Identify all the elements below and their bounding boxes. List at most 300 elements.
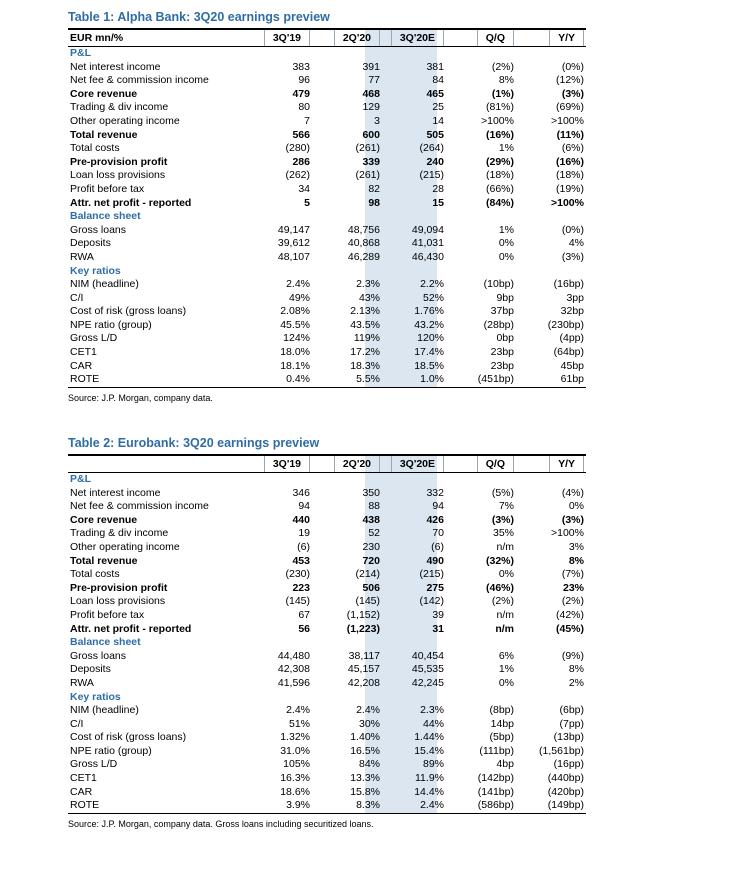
table-cell: 18.0% <box>280 346 310 359</box>
row-label: CET1 <box>70 772 97 785</box>
table-cell: n/m <box>496 608 514 621</box>
row-label: CAR <box>70 785 93 798</box>
table-cell: 45,535 <box>411 663 444 676</box>
table-cell: (2%) <box>561 595 584 608</box>
table-cell: (440bp) <box>547 772 584 785</box>
table-title: Table 2: Eurobank: 3Q20 earnings preview <box>68 436 320 450</box>
table-cell: 84 <box>432 74 444 87</box>
table-cell: 31 <box>432 622 444 635</box>
table-cell: 41,596 <box>277 676 310 689</box>
row-label: Core revenue <box>70 87 138 100</box>
table-cell: 506 <box>362 581 380 594</box>
table-cell: >100% <box>551 196 584 209</box>
table-cell: 14.4% <box>414 785 444 798</box>
table-cell: 8% <box>568 554 584 567</box>
table-cell: (214) <box>355 568 380 581</box>
table-row <box>68 142 586 156</box>
table-cell: 45bp <box>560 359 584 372</box>
row-label: Total costs <box>70 568 120 581</box>
row-label: C/I <box>70 291 84 304</box>
table-cell: 46,289 <box>347 250 380 263</box>
table-cell: 1.0% <box>420 373 444 386</box>
table-cell: 0% <box>498 676 514 689</box>
table-cell: 0% <box>568 500 584 513</box>
table-cell: 350 <box>362 486 380 499</box>
table-cell: (261) <box>355 169 380 182</box>
table-cell: 5 <box>304 196 310 209</box>
row-label: ROTE <box>70 799 100 812</box>
table-cell: (142bp) <box>477 772 514 785</box>
table-cell: 18.6% <box>280 785 310 798</box>
header-label: Y/Y <box>549 30 584 46</box>
table-cell: 119% <box>353 332 380 345</box>
table-cell: (18%) <box>555 169 584 182</box>
table-cell: 383 <box>292 60 310 73</box>
table-row <box>68 292 586 306</box>
table-cell: (586bp) <box>477 799 514 812</box>
table-row <box>68 197 586 211</box>
table-cell: (9%) <box>561 649 584 662</box>
row-label: Cost of risk (gross loans) <box>70 731 187 744</box>
table-row <box>68 514 586 528</box>
table-cell: 8% <box>498 74 514 87</box>
header-cell <box>444 456 514 472</box>
table-cell: (12%) <box>555 74 584 87</box>
table-cell: 37bp <box>490 305 514 318</box>
earnings-table <box>68 28 586 388</box>
table-cell: 0bp <box>496 332 514 345</box>
table-cell: 2% <box>568 676 584 689</box>
table-cell: 42,308 <box>277 663 310 676</box>
table-cell: (16%) <box>485 128 514 141</box>
table-row <box>68 799 586 813</box>
table-cell: (4%) <box>561 486 584 499</box>
table-row <box>68 319 586 333</box>
table-cell: 2.4% <box>420 799 444 812</box>
table-row <box>68 346 586 360</box>
table-cell: 52% <box>422 291 444 304</box>
table-cell: (145) <box>285 595 310 608</box>
table-cell: 67 <box>298 608 310 621</box>
alpha-bank-table-block <box>68 8 586 404</box>
table-cell: (3%) <box>561 87 584 100</box>
table-cell: 14bp <box>490 717 514 730</box>
table-cell: 1.44% <box>414 731 444 744</box>
table-cell: 391 <box>362 60 380 73</box>
table-cell: 28 <box>432 182 444 195</box>
row-label: NPE ratio (group) <box>70 744 152 757</box>
table-cell: (3%) <box>561 250 584 263</box>
table-cell: (11%) <box>556 128 584 141</box>
table-cell: 14 <box>432 114 444 127</box>
table-cell: 339 <box>362 155 380 168</box>
table-cell: 51% <box>288 717 310 730</box>
table-cell: 0% <box>498 568 514 581</box>
table-cell: (230) <box>285 568 310 581</box>
table-cell: 39 <box>432 608 444 621</box>
section-row <box>68 210 586 224</box>
table-cell: 94 <box>298 500 310 513</box>
table-cell: 89% <box>422 758 444 771</box>
row-label: RWA <box>70 250 94 263</box>
table-cell: (16bp) <box>553 278 584 291</box>
table-cell: 240 <box>426 155 444 168</box>
row-label: Other operating income <box>70 540 180 553</box>
table-cell: (2%) <box>491 60 514 73</box>
table-cell: (1,223) <box>346 622 380 635</box>
table-cell: (6) <box>297 540 310 553</box>
table-cell: 49,147 <box>277 223 310 236</box>
table-cell: (6%) <box>561 142 584 155</box>
table-cell: (142) <box>419 595 444 608</box>
table-cell: 426 <box>426 513 444 526</box>
table-cell: 0% <box>498 250 514 263</box>
section-row <box>68 691 586 705</box>
table-row <box>68 156 586 170</box>
table-row <box>68 745 586 759</box>
table-cell: (64bp) <box>553 346 584 359</box>
row-label: C/I <box>70 717 84 730</box>
table-cell: 7% <box>498 500 514 513</box>
table-cell: (141bp) <box>477 785 514 798</box>
header-label: EUR mn/% <box>70 32 124 44</box>
table-cell: (3%) <box>561 513 584 526</box>
table-cell: >100% <box>551 114 584 127</box>
table-cell: (0%) <box>561 223 584 236</box>
table-cell: 23% <box>562 581 584 594</box>
table-cell: (1,152) <box>346 608 380 621</box>
table-cell: 720 <box>362 554 380 567</box>
row-label: Core revenue <box>70 513 138 526</box>
table-row <box>68 278 586 292</box>
earnings-table <box>68 454 586 814</box>
table-cell: 346 <box>292 486 310 499</box>
table-cell: (3%) <box>491 513 514 526</box>
table-cell: 30% <box>358 717 380 730</box>
row-label: Total revenue <box>70 128 138 141</box>
table-cell: 7 <box>304 114 310 127</box>
table-cell: (7pp) <box>559 717 584 730</box>
table-cell: 25 <box>432 101 444 114</box>
table-cell: (28bp) <box>483 318 514 331</box>
table-cell: (10bp) <box>483 278 514 291</box>
table-cell: 105% <box>283 758 310 771</box>
table-cell: 2.4% <box>356 704 380 717</box>
table-cell: 223 <box>292 581 310 594</box>
table-cell: (6) <box>431 540 444 553</box>
table-cell: 6% <box>498 649 514 662</box>
table-cell: 1% <box>498 223 514 236</box>
table-cell: 2.08% <box>280 305 310 318</box>
table-row <box>68 650 586 664</box>
table-title: Table 1: Alpha Bank: 3Q20 earnings preview <box>68 10 330 24</box>
section-label: Key ratios <box>70 690 121 703</box>
table-cell: 49% <box>288 291 310 304</box>
table-cell: 61bp <box>560 373 584 386</box>
table-cell: (230bp) <box>547 318 584 331</box>
row-label: Pre-provision profit <box>70 581 168 594</box>
table-cell: 8.3% <box>356 799 380 812</box>
table-cell: 479 <box>292 87 310 100</box>
table-cell: 5.5% <box>356 373 380 386</box>
table-cell: >100% <box>551 527 584 540</box>
table-cell: (32%) <box>485 554 514 567</box>
table-cell: (5bp) <box>489 731 514 744</box>
table-row <box>68 786 586 800</box>
table-cell: 1% <box>498 142 514 155</box>
table-row <box>68 555 586 569</box>
table-cell: 43% <box>358 291 380 304</box>
table-cell: (2%) <box>491 595 514 608</box>
row-label: Loan loss provisions <box>70 169 166 182</box>
row-label: Cost of risk (gross loans) <box>70 305 187 318</box>
table-row <box>68 183 586 197</box>
header-label: 2Q'20 <box>334 456 380 472</box>
table-cell: 15 <box>432 196 444 209</box>
row-label: Deposits <box>70 663 111 676</box>
table-row <box>68 582 586 596</box>
source-note: Source: J.P. Morgan, company data. Gross loans including securitized loans. <box>68 818 374 829</box>
header-label: Q/Q <box>477 30 514 46</box>
table-cell: 15.8% <box>350 785 380 798</box>
section-label: Key ratios <box>70 264 121 277</box>
table-cell: (81%) <box>485 101 514 114</box>
table-cell: (280) <box>285 142 310 155</box>
table-cell: 1% <box>498 663 514 676</box>
table-cell: 52 <box>368 527 380 540</box>
table-cell: 23bp <box>490 346 514 359</box>
table-row <box>68 237 586 251</box>
table-row <box>68 568 586 582</box>
section-row <box>68 473 586 487</box>
eurobank-table-block <box>68 434 586 830</box>
row-label: Gross L/D <box>70 758 118 771</box>
table-cell: 3% <box>568 540 584 553</box>
table-cell: 3.9% <box>286 799 310 812</box>
table-cell: 17.4% <box>414 346 444 359</box>
table-cell: 16.5% <box>350 744 380 757</box>
header-cell <box>240 456 310 472</box>
table-cell: 3 <box>374 114 380 127</box>
table-cell: 84% <box>358 758 380 771</box>
row-label: Trading & div income <box>70 101 169 114</box>
row-label: Net fee & commission income <box>70 74 209 87</box>
row-label: Deposits <box>70 237 111 250</box>
table-cell: 40,454 <box>411 649 444 662</box>
table-cell: 18.1% <box>280 359 310 372</box>
table-cell: 2.3% <box>420 704 444 717</box>
row-label: Attr. net profit - reported <box>70 196 192 209</box>
table-cell: 18.5% <box>414 359 444 372</box>
table-row <box>68 487 586 501</box>
table-cell: 0.4% <box>286 373 310 386</box>
source-note: Source: J.P. Morgan, company data. <box>68 392 213 403</box>
table-cell: 332 <box>426 486 444 499</box>
table-row <box>68 129 586 143</box>
table-row <box>68 500 586 514</box>
table-cell: 230 <box>362 540 380 553</box>
table-row <box>68 74 586 88</box>
row-label: NIM (headline) <box>70 704 139 717</box>
table-cell: 17.2% <box>350 346 380 359</box>
table-cell: 453 <box>292 554 310 567</box>
table-row <box>68 663 586 677</box>
table-cell: 8% <box>568 663 584 676</box>
table-cell: 275 <box>426 581 444 594</box>
table-cell: 120% <box>417 332 444 345</box>
section-row <box>68 636 586 650</box>
table-cell: 286 <box>292 155 310 168</box>
table-cell: (262) <box>285 169 310 182</box>
row-label: CET1 <box>70 346 97 359</box>
table-cell: 94 <box>432 500 444 513</box>
table-cell: 31.0% <box>280 744 310 757</box>
section-label: Balance sheet <box>70 636 141 649</box>
table-row <box>68 101 586 115</box>
row-label: Other operating income <box>70 114 180 127</box>
header-cell <box>240 30 310 46</box>
row-label: Trading & div income <box>70 527 169 540</box>
table-cell: n/m <box>495 622 514 635</box>
table-cell: (18%) <box>485 169 514 182</box>
row-label: Net interest income <box>70 486 161 499</box>
header-label: 3Q'19 <box>264 30 310 46</box>
table-cell: 1.40% <box>350 731 380 744</box>
table-header-row <box>68 30 586 47</box>
table-cell: (13bp) <box>553 731 584 744</box>
table-cell: 2.13% <box>350 305 380 318</box>
table-cell: (451bp) <box>477 373 514 386</box>
table-cell: (111bp) <box>479 744 514 757</box>
table-cell: (0%) <box>561 60 584 73</box>
row-label: CAR <box>70 359 93 372</box>
table-cell: (215) <box>419 568 444 581</box>
table-cell: (1,561bp) <box>539 744 584 757</box>
row-label: Gross loans <box>70 649 127 662</box>
table-cell: 44% <box>422 717 444 730</box>
table-cell: (16%) <box>555 155 584 168</box>
table-cell: 56 <box>298 622 310 635</box>
table-cell: 129 <box>362 101 380 114</box>
table-cell: 438 <box>362 513 380 526</box>
row-label: Total costs <box>70 142 120 155</box>
table-cell: (8bp) <box>489 704 514 717</box>
header-label: 2Q'20 <box>334 30 380 46</box>
row-label: NIM (headline) <box>70 278 139 291</box>
header-cell <box>380 456 444 472</box>
table-cell: 96 <box>298 74 310 87</box>
row-label: Gross L/D <box>70 332 118 345</box>
table-cell: 98 <box>368 196 380 209</box>
table-cell: (46%) <box>485 581 514 594</box>
table-cell: (4pp) <box>559 332 584 345</box>
table-cell: 43.5% <box>350 318 380 331</box>
table-cell: (149bp) <box>547 799 584 812</box>
table-cell: 45,157 <box>347 663 380 676</box>
header-cell <box>380 30 444 46</box>
table-cell: 381 <box>426 60 444 73</box>
table-cell: 18.3% <box>350 359 380 372</box>
table-header-row <box>68 456 586 473</box>
section-label: P&L <box>70 473 91 485</box>
table-cell: 440 <box>292 513 310 526</box>
table-row <box>68 623 586 637</box>
table-cell: (420bp) <box>547 785 584 798</box>
table-row <box>68 595 586 609</box>
table-row <box>68 305 586 319</box>
table-cell: 43.2% <box>414 318 444 331</box>
table-cell: (29%) <box>485 155 514 168</box>
header-cell <box>444 30 514 46</box>
table-cell: 2.2% <box>420 278 444 291</box>
table-row <box>68 731 586 745</box>
table-cell: (264) <box>419 142 444 155</box>
table-cell: 0% <box>498 237 514 250</box>
table-cell: 468 <box>362 87 380 100</box>
table-row <box>68 88 586 102</box>
table-cell: (84%) <box>485 196 514 209</box>
table-cell: 70 <box>432 527 444 540</box>
table-cell: 41,031 <box>411 237 444 250</box>
header-cell <box>310 30 380 46</box>
row-label: RWA <box>70 676 94 689</box>
table-cell: 1.32% <box>280 731 310 744</box>
table-cell: 13.3% <box>350 772 380 785</box>
header-cell <box>68 456 240 472</box>
header-cell <box>310 456 380 472</box>
row-label: ROTE <box>70 373 100 386</box>
row-label: Attr. net profit - reported <box>70 622 192 635</box>
table-cell: 38,117 <box>348 649 380 662</box>
table-cell: 32bp <box>560 305 584 318</box>
table-cell: (261) <box>355 142 380 155</box>
table-cell: 19 <box>298 527 310 540</box>
header-cell <box>68 30 240 46</box>
table-cell: 566 <box>292 128 310 141</box>
table-cell: (66%) <box>485 182 514 195</box>
table-cell: 1.76% <box>414 305 444 318</box>
table-row <box>68 704 586 718</box>
table-cell: (45%) <box>555 622 584 635</box>
table-cell: 2.4% <box>286 704 310 717</box>
table-cell: 80 <box>298 101 310 114</box>
table-cell: 46,430 <box>411 250 444 263</box>
table-cell: n/m <box>496 540 514 553</box>
table-cell: >100% <box>481 114 514 127</box>
table-row <box>68 677 586 691</box>
row-label: Net fee & commission income <box>70 500 209 513</box>
header-label: 3Q'19 <box>264 456 310 472</box>
table-cell: 35% <box>492 527 514 540</box>
table-row <box>68 373 586 387</box>
table-cell: (69%) <box>555 101 584 114</box>
table-cell: 40,868 <box>347 237 380 250</box>
table-row <box>68 772 586 786</box>
section-label: P&L <box>70 47 91 59</box>
table-row <box>68 115 586 129</box>
table-cell: 82 <box>368 182 380 195</box>
row-label: NPE ratio (group) <box>70 318 152 331</box>
table-cell: 49,094 <box>411 223 444 236</box>
table-row <box>68 61 586 75</box>
row-label: Loan loss provisions <box>70 595 166 608</box>
table-row <box>68 332 586 346</box>
table-cell: (42%) <box>555 608 584 621</box>
table-cell: (19%) <box>555 182 584 195</box>
table-row <box>68 360 586 374</box>
table-cell: 2.4% <box>286 278 310 291</box>
table-row <box>68 609 586 623</box>
